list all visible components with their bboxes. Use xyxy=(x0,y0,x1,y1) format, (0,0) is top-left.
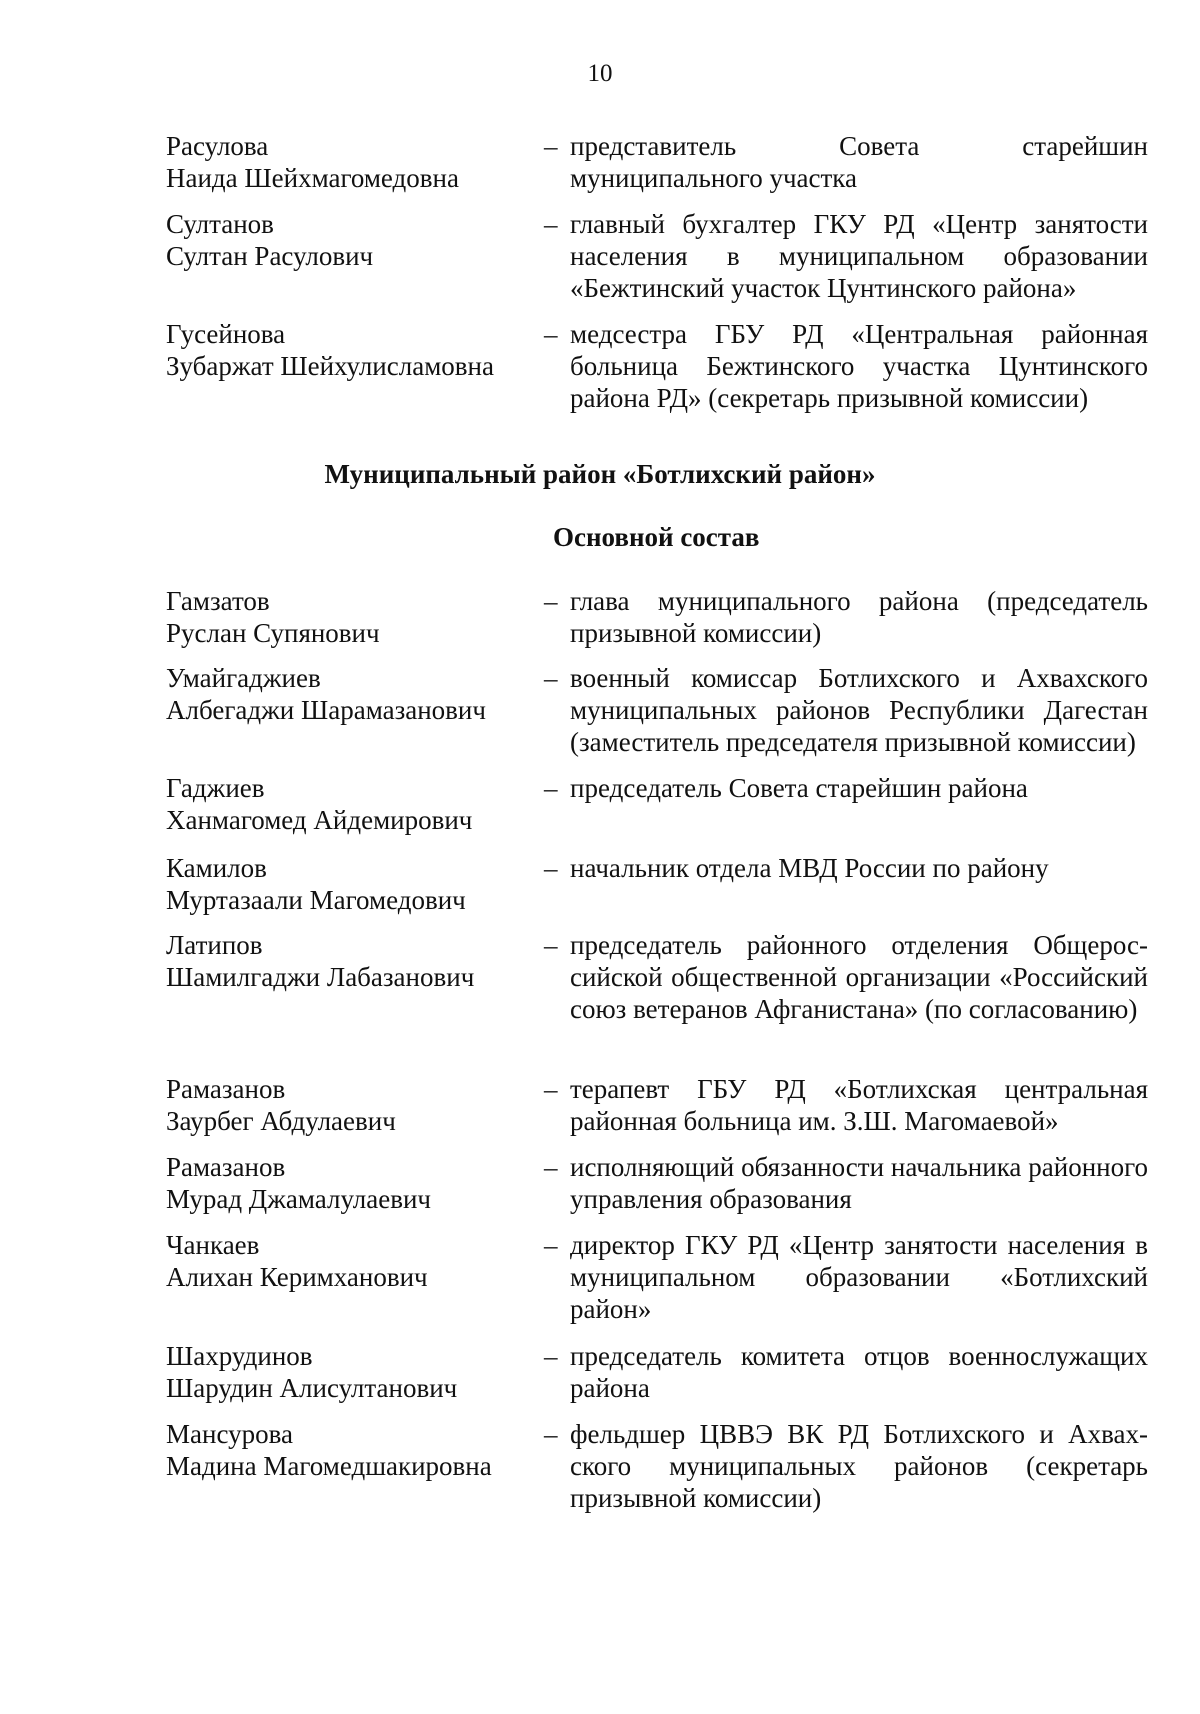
dash: – xyxy=(544,209,558,239)
surname: Шахрудинов xyxy=(166,1341,313,1371)
dash: – xyxy=(544,1230,558,1260)
dash: – xyxy=(544,773,558,803)
given-names: Мадина Магомедшакировна xyxy=(166,1451,492,1481)
person-name xyxy=(166,772,526,836)
given-names: Албегаджи Шарамазанович xyxy=(166,695,486,725)
position-text: медсестра ГБУ РД «Центральная районная больница Бежтинского участка Цунтинского района РД» (секретарь призывной комиссии) xyxy=(570,319,1148,413)
dash: – xyxy=(544,1152,558,1182)
surname: Чанкаев xyxy=(166,1230,260,1260)
person-name xyxy=(166,208,526,272)
person-name xyxy=(166,852,526,916)
dash: – xyxy=(544,853,558,883)
dash: – xyxy=(544,586,558,616)
surname: Гусейнова xyxy=(166,319,286,349)
position-text: фельдшер ЦВВЭ ВК РД Ботлихского и Ахвахского муниципальных районов (секретарь призывной комиссии) xyxy=(570,1419,1148,1513)
dash: – xyxy=(544,319,558,349)
given-names: Султан Расулович xyxy=(166,241,374,271)
person-name xyxy=(166,318,526,382)
position-text: главный бухгалтер ГКУ РД «Центр занятости населения в муниципальном образовании «Бежтинский участок Цунтинского района» xyxy=(570,209,1148,303)
person-name xyxy=(166,1340,526,1404)
given-names: Муртазаали Магомедович xyxy=(166,885,466,915)
dash: – xyxy=(544,1074,558,1104)
person-name xyxy=(166,1073,526,1137)
given-names: Мурад Джамалулаевич xyxy=(166,1184,431,1214)
position-text: начальник отдела МВД России по району xyxy=(570,853,1049,883)
person-name xyxy=(166,662,526,726)
given-names: Руслан Супянович xyxy=(166,618,380,648)
given-names: Ханмагомед Айдемирович xyxy=(166,805,473,835)
person-name xyxy=(166,929,526,993)
position-text: глава муниципального района (председатель призывной комиссии) xyxy=(570,586,1148,648)
position-text: председатель комитета отцов военнослужащих района xyxy=(570,1341,1148,1403)
given-names: Шарудин Алисултанович xyxy=(166,1373,458,1403)
position-text: представитель Совета старейшин муниципального участка xyxy=(570,131,1148,193)
given-names: Заурбег Абдулаевич xyxy=(166,1106,396,1136)
position-text: военный комиссар Ботлихского и Ахвахского муниципальных районов Республики Дагестан (заместитель председателя призывной комиссии) xyxy=(570,663,1148,757)
person-name xyxy=(166,130,526,194)
dash: – xyxy=(544,1341,558,1371)
position-text: директор ГКУ РД «Центр занятости населения в муниципальном образовании «Ботлихский район» xyxy=(570,1230,1148,1324)
dash: – xyxy=(544,663,558,693)
surname: Латипов xyxy=(166,930,263,960)
person-name xyxy=(166,1418,526,1482)
surname: Гамзатов xyxy=(166,586,270,616)
given-names: Шамилгаджи Лабазанович xyxy=(166,962,475,992)
surname: Гаджиев xyxy=(166,773,265,803)
person-name xyxy=(166,1151,526,1215)
position-text: исполняющий обязанности начальника районного управления образования xyxy=(570,1152,1148,1214)
position-text: терапевт ГБУ РД «Ботлихская центральная районная больница им. З.Ш. Магомаевой» xyxy=(570,1074,1148,1136)
surname: Камилов xyxy=(166,853,267,883)
given-names: Наида Шейхмагомедовна xyxy=(166,163,459,193)
given-names: Зубаржат Шейхулисламовна xyxy=(166,351,494,381)
surname: Рамазанов xyxy=(166,1074,286,1104)
position-text: председатель Совета старейшин района xyxy=(570,773,1028,803)
dash: – xyxy=(544,930,558,960)
surname: Султанов xyxy=(166,209,274,239)
person-name xyxy=(166,1229,526,1293)
surname: Мансурова xyxy=(166,1419,293,1449)
district-heading: Муниципальный район «Ботлихский район» xyxy=(324,459,876,489)
dash: – xyxy=(544,1419,558,1449)
surname: Умайгаджиев xyxy=(166,663,321,693)
dash: – xyxy=(544,131,558,161)
given-names: Алихан Керимханович xyxy=(166,1262,428,1292)
page-number: 10 xyxy=(587,60,613,87)
position-text: председатель районного отделения Общероссийской общественной организации «Российский союз ветеранов Афганистана» (по согласованию) xyxy=(570,930,1148,1024)
surname: Расулова xyxy=(166,131,269,161)
composition-heading: Основной состав xyxy=(553,522,760,552)
surname: Рамазанов xyxy=(166,1152,286,1182)
person-name xyxy=(166,585,526,649)
